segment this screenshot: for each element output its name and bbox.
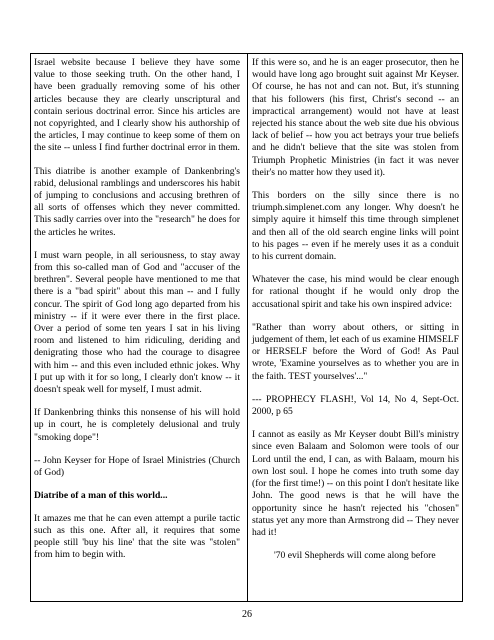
signature-paragraph: -- John Keyser for Hope of Israel Ministries (Church of God) (34, 454, 240, 479)
right-column (252, 57, 459, 562)
paragraph: I must warn people, in all seriousness, to stay away from this so-called man of God and "accuser of the brethren". Several people have mentioned to me that there is a "bad spirit" about this man -- and I fully concur. The spirit of God long ago departed from his ministry -- if it were ever there in the first place. Over a period of some ten years I sat in his living room and listened to him ridiculing, deriding and denigrating those who had the courage to disagree with him -- and this even included ethnic jokes. Why I put up with it for so long, I clearly don't know -- it doesn't speak well for myself, I must admit. (34, 249, 240, 396)
left-column (34, 57, 240, 561)
paragraph: It amazes me that he can even attempt a purile tactic such as this one. After all, it requires that some people still 'buy his line' that the site was "stolen" from him to begin with. (34, 512, 240, 561)
paragraph: This diatribe is another example of Dankenbring's rabid, delusional ramblings and underscores his habit of jumping to conclusions and accusing brethren of all sorts of offenses which they never committed. This sadly carries over into the "research" he does for the articles he writes. (34, 165, 240, 238)
paragraph: Whatever the case, his mind would be clear enough for rational thought if he would only drop the accusational spirit and take his own inspired advice: (252, 274, 459, 310)
paragraph: Israel website because I believe they have some value to those seeking truth. On the other hand, I have been gradually removing some of his other articles because they are clearly unscriptural and contain serious doctrinal error. Since his articles are not copyrighted, and I clearly show his authorship of the articles, I may continue to keep some of them on the site -- unless I find further doctrinal error in them. (34, 57, 240, 154)
paragraph: I cannot as easily as Mr Keyser doubt Bill's ministry since even Balaam and Solomon were tools of our Lord until the end, I can, as with Balaam, mourn his own lost soul. I hope he comes into truth some day (for the first time!) -- on this point I don't hesitate like John. The good news is that he will have the opportunity since he hasn't rejected his "chosen" status yet any more than Armstrong did -- They never had it! (252, 429, 459, 538)
paragraph: If this were so, and he is an eager prosecutor, then he would have long ago brought suit against Mr Keyser. Of course, he has not and can not. But, it's stunning that his followers (his first, Christ's second -- an impractical arrangement) would not have at least rejected his stance about the web site due his obvious lack of belief -- how you act betrays your true beliefs and he didn't believe that the site was stolen from Triumph Prophetic Ministries (in fact it was never their's no matter how they used it). (252, 57, 459, 178)
citation-paragraph: --- PROPHECY FLASH!, Vol 14, No 4, Sept-Oct. 2000, p 65 (252, 393, 459, 418)
page-number: 26 (242, 609, 252, 620)
column-divider (247, 53, 248, 602)
section-heading: Diatribe of a man of this world... (34, 490, 168, 502)
paragraph: This borders on the silly since there is no triumph.simplenet.com any longer. Why doesn't he simply aquire it himself this time through simplenet and then all of the old search engine links will point to his pages -- even if he merely uses it as a conduit to his current domain. (252, 190, 459, 263)
paragraph: '70 evil Shepherds will come along before (274, 550, 436, 562)
paragraph: If Dankenbring thinks this nonsense of his will hold up in court, he is completely delusional and truly "smoking dope"! (34, 407, 240, 443)
quotation-paragraph: "Rather than worry about others, or sitting in judgement of them, let each of us examine HIMSELF or HERSELF before the Word of God! As Paul wrote, 'Examine yourselves as to whether you are in the faith. TEST yourselves'..." (252, 321, 459, 382)
